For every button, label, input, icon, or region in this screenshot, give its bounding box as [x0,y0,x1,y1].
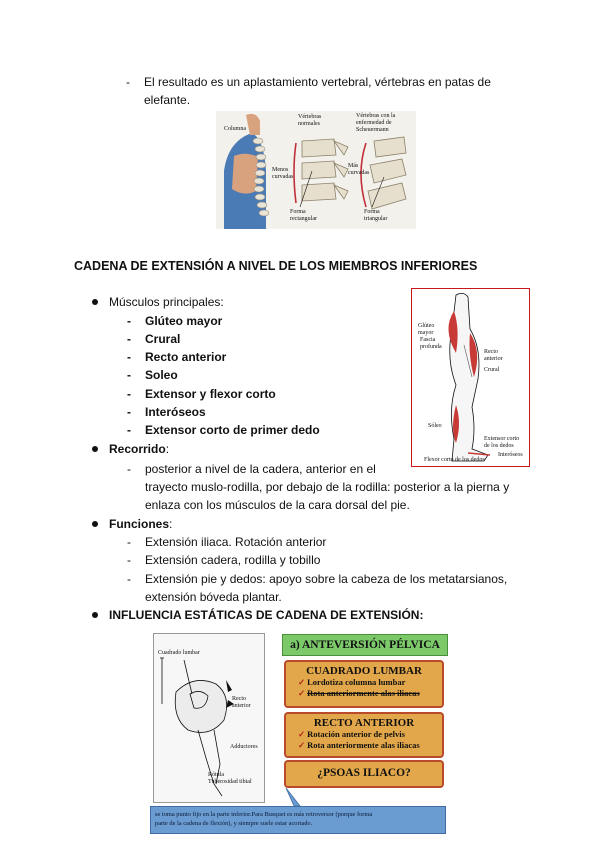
recorrido-colon: : [165,442,170,456]
check-icon: ✓ [298,729,306,739]
recorrido-line-1: - posterior a nivel de la cadera, anterior en el [145,460,376,478]
recorrido-line-3: enlaza con los músculos de la cara dorsal del pie. [145,498,410,512]
label-extensor-1: Extensor corto [484,436,520,442]
box1-title: CUADRADO LUMBAR [306,665,422,677]
funcion-item-1: - Extensión iliaca. Rotación anterior [145,533,326,551]
funcion-item-3a: - Extensión pie y dedos: apoyo sobre la cabeza de los metatarsianos, [145,570,507,588]
anteversion-title: a) ANTEVERSIÓN PÉLVICA [282,634,448,656]
label-soleo: Sóleo [428,423,442,429]
label-vert-normales-2: normales [298,121,320,127]
label-vert-sch-2: enfermedad de [356,120,392,126]
label-fascia-1: Fascia [420,337,436,343]
recto-anterior-box [284,712,444,758]
psoas-label: ¿PSOAS ILIACO? [317,767,411,779]
label-tri-2: triangular [364,216,388,222]
recorrido-label-line [109,440,169,458]
label-rect-2: rectangular [290,216,317,222]
funciones-label: Funciones [109,517,170,531]
recorrido-line-2: trayecto muslo-rodilla, por debajo de la rodilla: posterior a la pierna y [145,480,510,494]
pelvis-figure [153,633,265,803]
label-rotula: Rótula [208,772,224,778]
label-mas-2: curvadas [348,170,370,176]
check-icon: ✓ [298,740,306,750]
section-heading: CADENA DE EXTENSIÓN A NIVEL DE LOS MIEMBROS INFERIORES [74,259,478,273]
muscles-label: Músculos principales: [109,295,224,309]
label-recto-2: anterior [232,703,251,709]
label-gluteo-1: Glúteo [418,323,435,329]
cuadrado-lumbar-box [284,660,444,708]
muscle-item: - Crural [145,330,180,348]
box1-row-1: ✓ Lordotiza columna lumbar [298,677,406,687]
label-menos-2: curvadas [272,174,294,180]
label-rect-1: Forma [290,209,306,215]
muscle-item: - Extensor corto de primer dedo [145,421,320,439]
bullet-dot [92,521,98,527]
label-gluteo-2: mayor [418,330,434,336]
funcion-item-3b: extensión bóveda plantar. [145,590,282,604]
leg-figure [411,288,530,467]
box1-row-2: ✓ Rota anteriormente alas iliacas [298,688,420,698]
label-columna: Columna [224,126,246,132]
muscle-item: - Soleo [145,366,178,384]
note-line-2: parte de la cadena de flexión), y siempre suele estar acortado. [155,820,313,827]
label-menos-1: Menos [272,167,289,173]
label-recto-2: anterior [484,356,503,362]
funciones-colon: : [169,517,173,531]
anteversion-panel [282,634,446,798]
label-fascia-2: profunda [420,344,442,350]
spine-figure [216,111,416,229]
check-icon: ✓ [298,688,306,698]
note-arrow [282,784,312,814]
box2-row-1: ✓ Rotación anterior de pelvis [298,729,405,739]
muscle-item: - Glúteo mayor [145,312,222,330]
label-cuadrado-lumbar: Cuadrado lumbar [158,650,200,656]
muscle-item: - Interóseos [145,403,206,421]
box2-row-2: ✓ Rota anteriormente alas iliacas [298,740,420,750]
label-mas-1: Más [348,163,359,169]
recorrido-label: Recorrido [109,442,166,456]
muscle-item: - Extensor y flexor corto [145,385,276,403]
influencia-heading: INFLUENCIA ESTÁTICAS DE CADENA DE EXTENSIÓN: [109,608,424,622]
muscle-item: - Recto anterior [145,348,226,366]
label-interoseos: Interóseos [498,452,523,458]
funcion-item-2: - Extensión cadera, rodilla y tobillo [145,551,320,569]
label-extensor-2: de los dedos [484,443,514,449]
check-icon: ✓ [298,677,306,687]
label-tri-1: Forma [364,209,380,215]
label-tuberosidad: Tuberosidad tibial [208,779,252,785]
intro-line-2: elefante. [144,93,191,107]
label-flexor: Flexor corto de los dedos [424,457,485,463]
label-recto-1: Recto [232,696,246,702]
bullet-dot [92,612,98,618]
label-vert-sch-3: Scheuermann [356,127,389,133]
label-crural: Crural [484,367,500,373]
label-vert-normales-1: Vértebras [298,114,322,120]
bullet-dot [92,299,98,305]
bullet-dot [92,446,98,452]
label-recto-1: Recto [484,349,498,355]
box2-title: RECTO ANTERIOR [313,717,415,729]
note-line-1: se toma punto fijo en la parte inferior.Para Busquet es más retroversor (porque forma [155,811,373,818]
funciones-label-line [109,515,172,533]
intro-line-1: - El resultado es un aplastamiento vertebral, vértebras en patas de [144,73,491,91]
label-adductores: Adductores [230,744,258,750]
label-vert-sch-1: Vértebras con la [356,113,396,119]
